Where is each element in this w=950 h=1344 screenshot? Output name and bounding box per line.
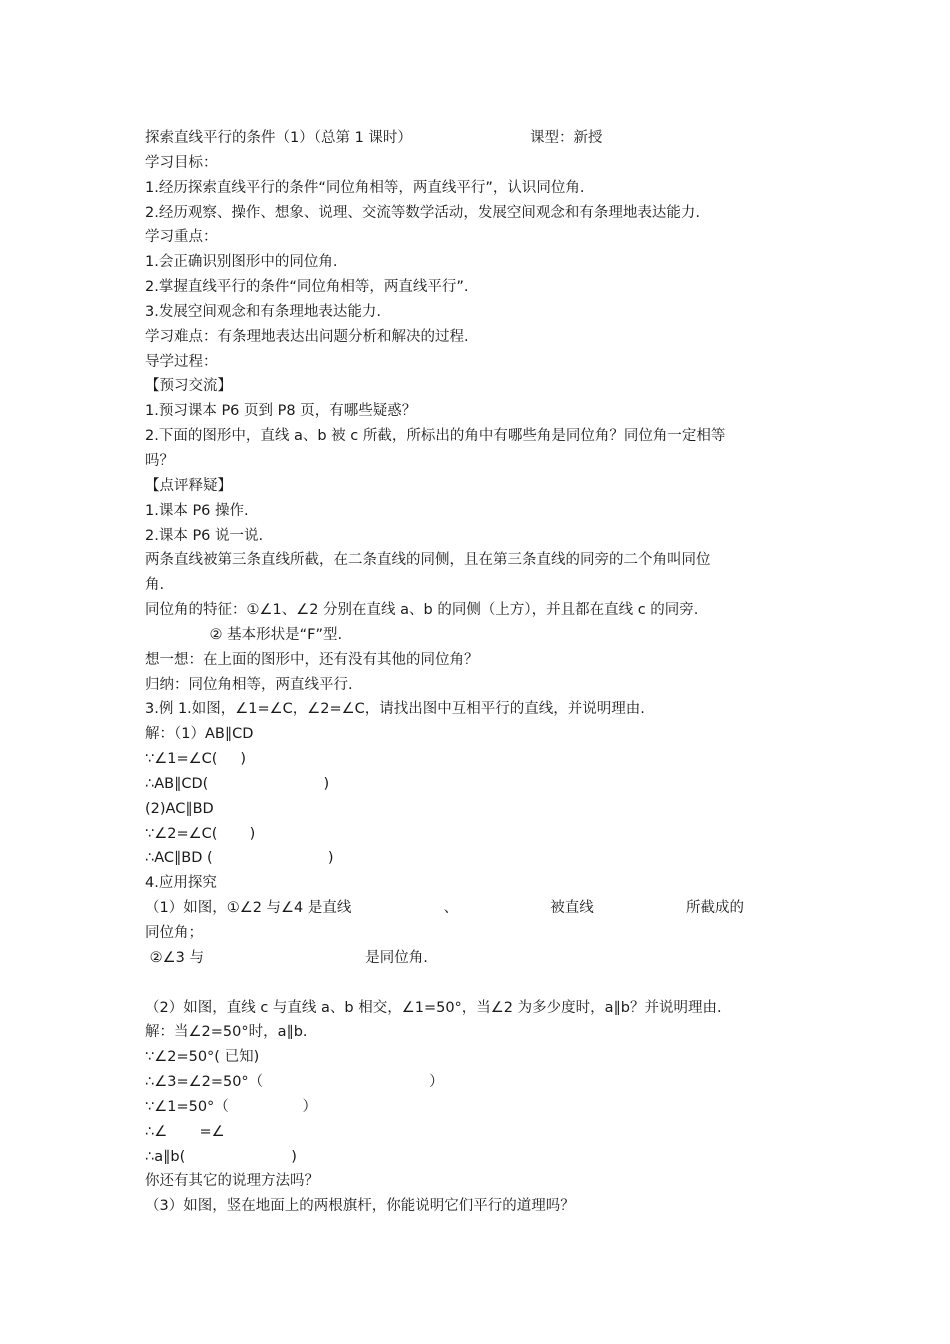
lesson-title: 探索直线平行的条件（1）（总第 1 课时） [145, 130, 412, 146]
text-line: ∵∠1=∠C( ) [145, 751, 247, 768]
lesson-type: 课型：新授 [530, 130, 603, 146]
text-line: 两条直线被第三条直线所截，在二条直线的同侧，且在第三条直线的同旁的二个角叫同位 [145, 552, 711, 569]
text-line: 解：当∠2=50°时，a∥b. [145, 1024, 308, 1041]
text-line: 2.课本 P6 说一说. [145, 527, 264, 544]
text-line: 3.例 1.如图，∠1=∠C，∠2=∠C，请找出图中互相平行的直线，并说明理由. [145, 701, 645, 718]
document-body [145, 126, 815, 1219]
text-line: ∵∠2=50°( 已知) [145, 1049, 260, 1066]
text-line: 导学过程： [145, 353, 218, 370]
text-line: ∴a∥b( ) [145, 1148, 297, 1165]
text-line: (2)AC∥BD [145, 800, 214, 817]
text-line: 想一想：在上面的图形中，还有没有其他的同位角？ [145, 651, 479, 668]
text-line: 4.应用探究 [145, 875, 217, 892]
text-line: （3）如图，竖在地面上的两根旗杆，你能说明它们平行的道理吗？ [145, 1198, 575, 1215]
text-line: 学习目标： [145, 154, 218, 171]
text-line: 学习难点：有条理地表达出问题分析和解决的过程. [145, 328, 469, 345]
text-line: 你还有其它的说理方法吗？ [145, 1173, 319, 1190]
text-lines [145, 151, 815, 1219]
text-line: ∵∠2=∠C( ) [145, 825, 256, 842]
text-line: 【点评释疑】 [145, 477, 232, 494]
text-line: ∴∠ =∠ [145, 1123, 225, 1140]
text-line: ②∠3 与 是同位角. [145, 949, 428, 966]
text-line: 角. [145, 577, 165, 594]
title-row [145, 126, 815, 151]
text-line: 1.经历探索直线平行的条件“同位角相等，两直线平行”，认识同位角. [145, 179, 585, 196]
text-line: 同位角的特征：①∠1、∠2 分别在直线 a、b 的同侧（上方），并且都在直线 c 的同旁. [145, 602, 699, 619]
text-line: 解：（1）AB∥CD [145, 726, 254, 743]
text-line: 3.发展空间观念和有条理地表达能力. [145, 303, 381, 320]
text-line: 2.下面的图形中，直线 a、b 被 c 所截，所标出的角中有哪些角是同位角？同位角一定相等 [145, 428, 726, 445]
text-line: 【预习交流】 [145, 378, 232, 395]
text-line: 2.掌握直线平行的条件“同位角相等，两直线平行”. [145, 279, 469, 296]
text-line: 2.经历观察、操作、想象、说理、交流等数学活动，发展空间观念和有条理地表达能力. [145, 204, 700, 221]
blank-line [145, 971, 815, 996]
text-line: （1）如图，①∠2 与∠4 是直线 、 被直线 所截成的 [145, 900, 744, 917]
text-line: 1.课本 P6 操作. [145, 502, 249, 519]
text-line: ∵∠1=50°（ ） [145, 1098, 318, 1115]
text-line: （2）如图，直线 c 与直线 a、b 相交，∠1=50°，当∠2 为多少度时，a∥b？并说明理由. [145, 999, 722, 1016]
text-line: 同位角； [145, 925, 203, 941]
text-line: ∴AC∥BD ( ) [145, 850, 334, 867]
text-line: ∴∠3=∠2=50°（ ） [145, 1074, 444, 1091]
text-line: 吗？ [145, 452, 174, 469]
text-line: 1.会正确识别图形中的同位角. [145, 254, 338, 271]
text-line: ② 基本形状是“F”型. [145, 626, 343, 643]
text-line: ∴AB∥CD( ) [145, 775, 330, 792]
text-line: 归纳：同位角相等，两直线平行. [145, 676, 353, 693]
text-line: 1.预习课本 P6 页到 P8 页，有哪些疑惑？ [145, 403, 417, 420]
text-line: 学习重点： [145, 229, 218, 246]
